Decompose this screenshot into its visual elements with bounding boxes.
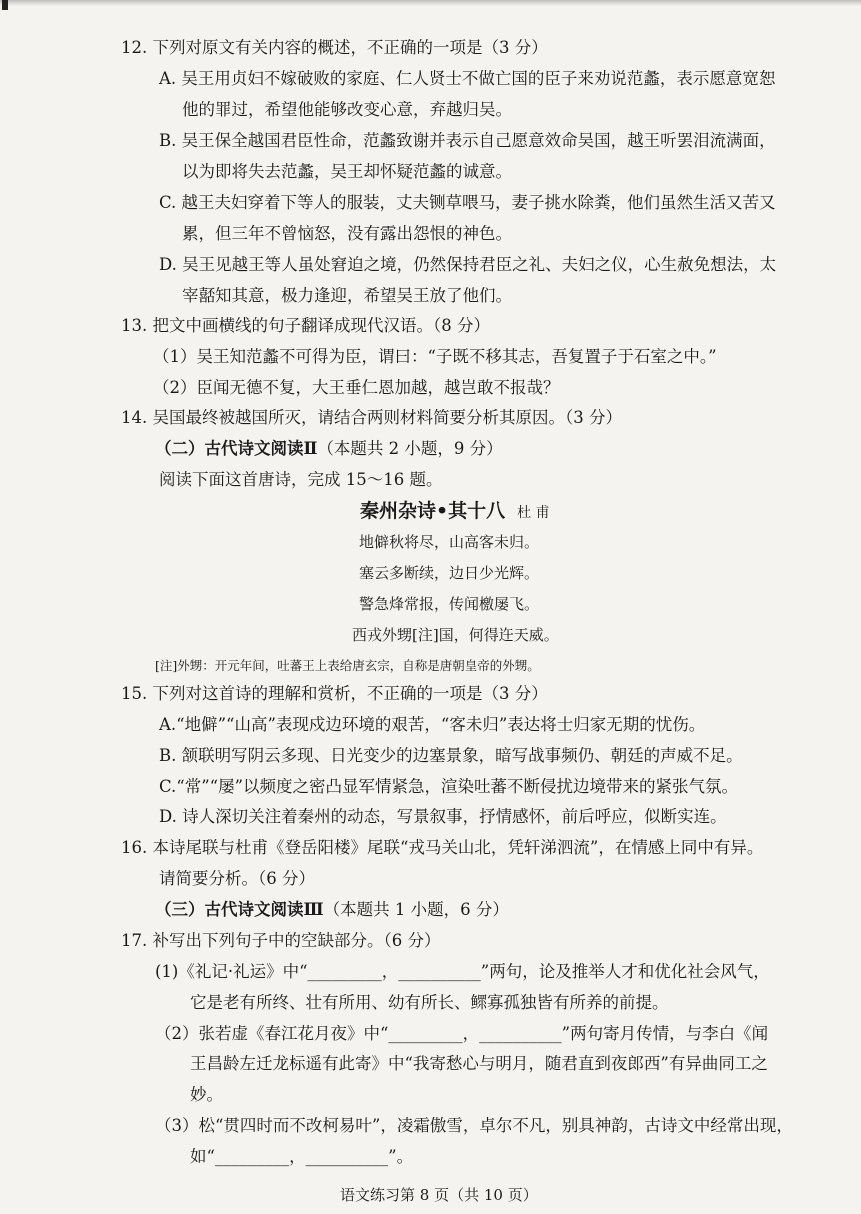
poem-line-2: 塞云多断续，边日少光辉。 xyxy=(359,564,540,582)
poem-line-3: 警急烽常报，传闻檄屡飞。 xyxy=(359,595,540,613)
q15-option-b: B. 颔联明写阴云多现、日光变少的边塞景象，暗写战事频仍、朝廷的声威不足。 xyxy=(159,746,743,765)
q14-stem: 14. 吴国最终被越国所灭，请结合两则材料简要分析其原因。（3 分） xyxy=(121,408,622,427)
q17-item1-line2: 它是老有所终、壮有所用、幼有所长、鳏寡孤独皆有所养的前提。 xyxy=(190,993,669,1012)
q12-stem: 12. 下列对原文有关内容的概述，不正确的一项是（3 分） xyxy=(121,38,548,57)
section3-heading xyxy=(155,899,509,921)
poem-title-line xyxy=(360,500,550,524)
q17-stem: 17. 补写出下列句子中的空缺部分。（6 分） xyxy=(121,931,441,950)
q13-sentence-2: （2）臣闻无德不复，大王垂仁恩加越，越岂敢不报哉？ xyxy=(153,378,560,397)
q15-option-a: A.“地僻”“山高”表现戍边环境的艰苦，“客未归”表达将士归家无期的忧伤。 xyxy=(159,715,706,734)
q12-option-d-line1: D. 吴王见越王等人虽处窘迫之境，仍然保持君臣之礼、夫妇之仪，心生赦免想法，太 xyxy=(159,255,777,274)
q17-item1-line1: (1)《礼记·礼运》中“_________，__________”两句，论及推举人才和优化社会风气， xyxy=(155,962,770,981)
q17-item3-line2: 如“_________，__________”。 xyxy=(190,1147,414,1166)
q17-item2-line3: 妙。 xyxy=(190,1085,223,1104)
section2-heading xyxy=(155,438,503,460)
poem-line-1: 地僻秋将尽，山高客未归。 xyxy=(359,533,540,551)
section2-heading-title: （二）古代诗文阅读Ⅱ xyxy=(155,439,318,458)
poem-note: [注]外甥：开元年间，吐蕃王上表给唐玄宗，自称是唐朝皇帝的外甥。 xyxy=(155,658,540,673)
q16-stem-line1: 16. 本诗尾联与杜甫《登岳阳楼》尾联“戎马关山北，凭轩涕泗流”，在情感上同中有异。 xyxy=(121,838,764,857)
q15-stem: 15. 下列对这首诗的理解和赏析，不正确的一项是（3 分） xyxy=(121,684,548,703)
section3-heading-title: （三）古代诗文阅读Ⅲ xyxy=(155,900,324,919)
q15-option-d: D. 诗人深切关注着秦州的动态，写景叙事，抒情感怀，前后呼应，似断实连。 xyxy=(159,807,727,826)
scan-shadow xyxy=(0,0,861,6)
page-footer: 语文练习第 8 页（共 10 页） xyxy=(340,1186,538,1204)
q12-option-a-line1: A. 吴王用贞妇不嫁破败的家庭、仁人贤士不做亡国的臣子来劝说范蠡，表示愿意宽恕 xyxy=(159,69,776,88)
section3-heading-detail: （本题共 1 小题，6 分） xyxy=(323,900,509,919)
poem-title: 秦州杂诗•其十八 xyxy=(360,500,506,522)
section2-heading-detail: （本题共 2 小题，9 分） xyxy=(317,439,503,458)
poem-author: 杜 甫 xyxy=(517,505,550,521)
scan-corner-mark xyxy=(2,0,8,10)
q12-option-a-line2: 他的罪过，希望他能够改变心意，弃越归吴。 xyxy=(182,100,512,119)
poem-line-4: 西戎外甥[注]国，何得迕天威。 xyxy=(352,626,559,644)
q12-option-c-line2: 累，但三年不曾恼怒，没有露出怨恨的神色。 xyxy=(182,224,512,243)
section2-intro: 阅读下面这首唐诗，完成 15～16 题。 xyxy=(159,470,443,489)
q17-item2-line2: 王昌龄左迁龙标遥有此寄》中“我寄愁心与明月，随君直到夜郎西”有异曲同工之 xyxy=(190,1054,768,1073)
q17-item3-line1: （3）松“贯四时而不改柯易叶”，凌霜傲雪，卓尔不凡，别具神韵，古诗文中经常出现， xyxy=(155,1116,793,1135)
q15-option-c: C.“常”“屡”以频度之密凸显军情紧急，渲染吐蕃不断侵扰边境带来的紧张气氛。 xyxy=(159,777,739,796)
q12-option-d-line2: 宰嚭知其意，极力逢迎，希望吴王放了他们。 xyxy=(182,286,512,305)
q12-option-b-line1: B. 吴王保全越国君臣性命，范蠡致谢并表示自己愿意效命吴国，越王听罢泪流满面， xyxy=(159,131,776,150)
q16-stem-line2: 请简要分析。（6 分） xyxy=(159,869,315,888)
q13-sentence-1: （1）吴王知范蠡不可得为臣，谓曰：“子既不移其志，吾复置子于石室之中。” xyxy=(153,347,717,366)
q12-option-c-line1: C. 越王夫妇穿着下等人的服装，丈夫铡草喂马，妻子挑水除粪，他们虽然生活又苦又 xyxy=(159,193,776,212)
q13-stem: 13. 把文中画横线的句子翻译成现代汉语。（8 分） xyxy=(121,316,490,335)
q17-item2-line1: （2）张若虚《春江花月夜》中“_________，__________”两句寄月传情，与李白《闻 xyxy=(155,1024,769,1043)
q12-option-b-line2: 以为即将失去范蠡，吴王却怀疑范蠡的诚意。 xyxy=(182,162,512,181)
